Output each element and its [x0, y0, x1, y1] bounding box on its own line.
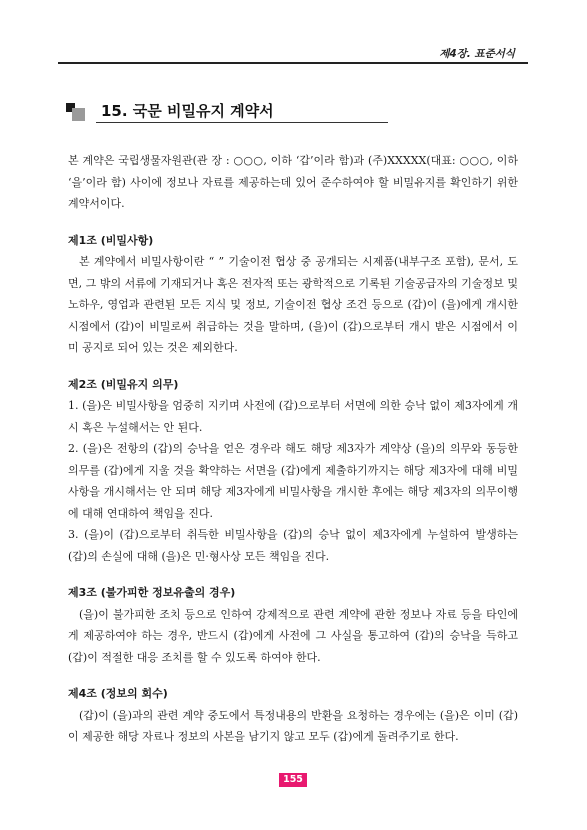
article-paragraph: 1. (을)은 비밀사항을 엄중히 지키며 사전에 (갑)으로부터 서면에 의한 승낙 없이 제3자에게 개시 혹은 누설해서는 안 된다.	[68, 399, 518, 434]
document-title: 15. 국문 비밀유지 계약서	[101, 102, 274, 120]
article-title: 제3조 (불가피한 정보유출의 경우)	[68, 586, 236, 599]
document-body	[68, 150, 518, 748]
article-paragraph: 본 계약에서 비밀사항이란 “ ” 기술이전 협상 중 공개되는 시제품(내부구조 포함), 문서, 도면, 그 밖의 서류에 기재되거나 혹은 전자적 또는 광학적으로 기록된 기술공급자의 기술정보 및 노하우, 영업과 관련된 모든 지식 및 정보, 기술이전 협상 조건 등으로 (갑)이 (을)에게 개시한 시점에서 (갑)이 비밀로써 취급하는 것을 말하며, (을)이 (갑)으로부터 개시 받은 시점에서 이미 공지로 되어 있는 것은 제외한다.	[68, 255, 518, 354]
intro-paragraph: 본 계약은 국립생물자원관(관 장 : ○○○, 이하 ‘갑’이라 함)과 (주)XXXXX(대표: ○○○, 이하 ‘을’이라 함) 사이에 정보나 자료를 제공하는데 있어 준수하여야 할 비밀유지를 확인하기 위한 계약서이다.	[68, 154, 518, 210]
article-paragraph: 3. (을)이 (갑)으로부터 취득한 비밀사항을 (갑)의 승낙 없이 제3자에게 누설하여 발생하는 (갑)의 손실에 대해 (을)은 민·형사상 모든 책임을 진다.	[68, 528, 518, 563]
title-bullet-icon	[66, 103, 86, 121]
chapter-header: 제4장. 표준서식	[439, 48, 515, 60]
header-rule	[58, 62, 528, 64]
article-title: 제1조 (비밀사항)	[68, 233, 154, 247]
page-number: 155	[279, 773, 307, 787]
article-paragraph: 2. (을)은 전항의 (갑)의 승낙을 얻은 경우라 해도 해당 제3자가 계약상 (을)의 의무와 동등한 의무를 (갑)에게 지울 것을 확약하는 서면을 (갑)에게 제출하기까지는 해당 제3자에 대해 비밀사항을 개시해서는 안 되며 해당 제3자에게 비밀사항을 개시한 후에는 해당 제3자의 의무이행에 대해 연대하여 책임을 진다.	[68, 442, 518, 520]
article-4	[68, 683, 518, 748]
article-title: 제2조 (비밀유지 의무)	[68, 377, 179, 391]
article-1	[68, 230, 518, 359]
title-underline	[96, 122, 388, 123]
article-3	[68, 582, 518, 668]
article-title: 제4조 (정보의 회수)	[68, 687, 168, 700]
article-2	[68, 374, 518, 568]
article-paragraph: (갑)이 (을)과의 관련 계약 중도에서 특정내용의 반환을 요청하는 경우에는 (을)은 이미 (갑)이 제공한 해당 자료나 정보의 사본을 남기지 않고 모두 (갑)에게 돌려주기로 한다.	[68, 708, 518, 743]
article-paragraph: (을)이 불가피한 조치 등으로 인하여 강제적으로 관련 계약에 관한 정보나 자료 등을 타인에게 제공하여야 하는 경우, 반드시 (갑)에게 사전에 그 사실을 통고하여 (갑)의 승낙을 득하고 (갑)이 적절한 대응 조치를 할 수 있도록 하여야 한다.	[68, 607, 518, 664]
